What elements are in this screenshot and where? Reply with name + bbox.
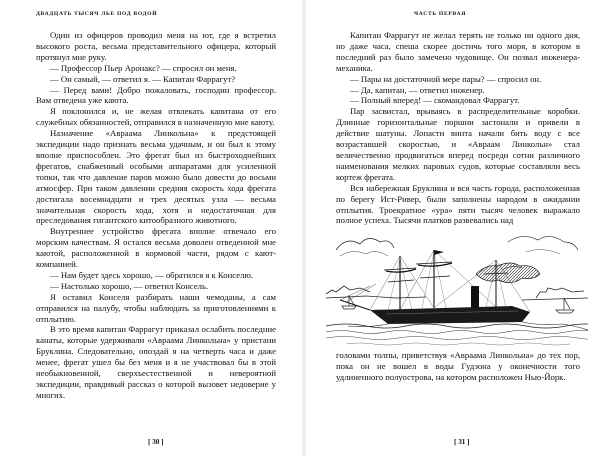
left-running-head: ДВАДЦАТЬ ТЫСЯЧ ЛЬЕ ПОД ВОДОЙ [36, 11, 158, 17]
right-page-continuation [336, 350, 580, 383]
paragraph: В это время капитан Фаррагут приказал ослабить последние канаты, которые удерживали «Авраама Линкольна» у пристани Бруклина. Следовательно, опоздай я на четверть часа и даже менее, фрегат ушел бы без меня и я не участвовал бы в этой необыкновенной, сверхъестественной и невероятной экспедиции, правдивый рассказ о которой вызовет недоверие у многих. [36, 324, 276, 400]
paragraph: — Нам будет здесь хорошо, — обратился я к Конселю. [50, 269, 254, 280]
paragraph: Один из офицеров проводил меня на ют, где я встретил высокого роста, весьма представительного офицера, который протянул мне руку. [36, 30, 276, 62]
paragraph: головами толпы, приветствуя «Авраама Линкольна» до тех пор, пока он не вошел в воды Гудзона у оконечности того удлиненного полуострова, на котором расположен Нью-Йорк. [336, 350, 580, 382]
paragraph: — Полный вперед! — скомандовал Фаррагут. [350, 95, 520, 106]
right-running-head: ЧАСТЬ ПЕРВАЯ [414, 11, 467, 17]
paragraph: Я поклонился и, не желая отвлекать капитана от его служебных обязанностей, отправился в назначенную мне каюту. [36, 106, 276, 128]
paragraph: — Он самый, — ответил я. — Капитан Фаррагут? [50, 73, 236, 84]
paragraph: — Да, капитан, — ответил инженер. [350, 84, 485, 95]
left-page-text [36, 30, 276, 401]
left-page-number: [ 30 ] [148, 438, 164, 446]
paragraph: Я оставил Конселя разбирать наши чемоданы, а сам отправился на палубу, чтобы наблюдать за приготовлениями к отплытию. [36, 291, 276, 324]
paragraph: Пар засвистал, врываясь в распределительные коробки. Длинные горизонтальные поршни застонали и привели в действие шатуны. Лопасти винта начали бить воду с все возраставшей скоростью, и «Авраам Линкольн» стал величественно продвигаться вперед посреди сотни различного наименования мелких паровых судов, которые составляли весь кортеж фрегата. [336, 106, 580, 182]
paragraph: Внутреннее устройство фрегата вполне отвечало его морским качествам. Я остался весьма доволен отведенной мне каютой, расположенной в кормовой части, рядом с кают-компанией. [36, 226, 276, 270]
paragraph: — Настолько хорошо, — ответил Консель. [50, 280, 209, 291]
paragraph: — Пары на достаточной мере пары? — спросил он. [350, 73, 542, 84]
right-page-number: [ 31 ] [454, 438, 470, 446]
paragraph: — Профессор Пьер Аронакс? — спросил он меня. [50, 62, 237, 73]
steam-frigate-illustration [326, 228, 588, 346]
paragraph: — Перед вами! Добро пожаловать, господин профессор. Вам отведена уже каюта. [36, 84, 276, 106]
right-page-text [336, 30, 580, 226]
right-page [304, 0, 608, 456]
paragraph: Вся набережная Бруклина и вся часть города, расположенная по берегу Ист-Ривер, были заполнены народом в ожидании отплытия. Троекратное «ура» пяти тысяч человек выражало полное успеха. Тысячи платков развевались над [336, 182, 580, 226]
paragraph: Капитан Фаррагут не желал терять не только ни одного дня, но даже часа, спеша скорее достичь того моря, в котором в последний раз было замечено чудовище. Он позвал инженера-механика. [336, 30, 580, 73]
paragraph: Назначение «Авраама Линкольна» к предстоящей экспедиции надо признать весьма удачным, и он был к этому вполне приспособлен. Это фрегат был из быстроходнейших фрегатов, снабженный особыми аппаратами для усиленной топки, так что давление паров можно было довести до восьми атмосфер. При таком давлении средняя скорость хода фрегата достигала восемнадцати и трех десятых узла — весьма значительная скорость хода, хотя и недостаточная для преследования гигантского китообразного животного. [36, 128, 276, 226]
